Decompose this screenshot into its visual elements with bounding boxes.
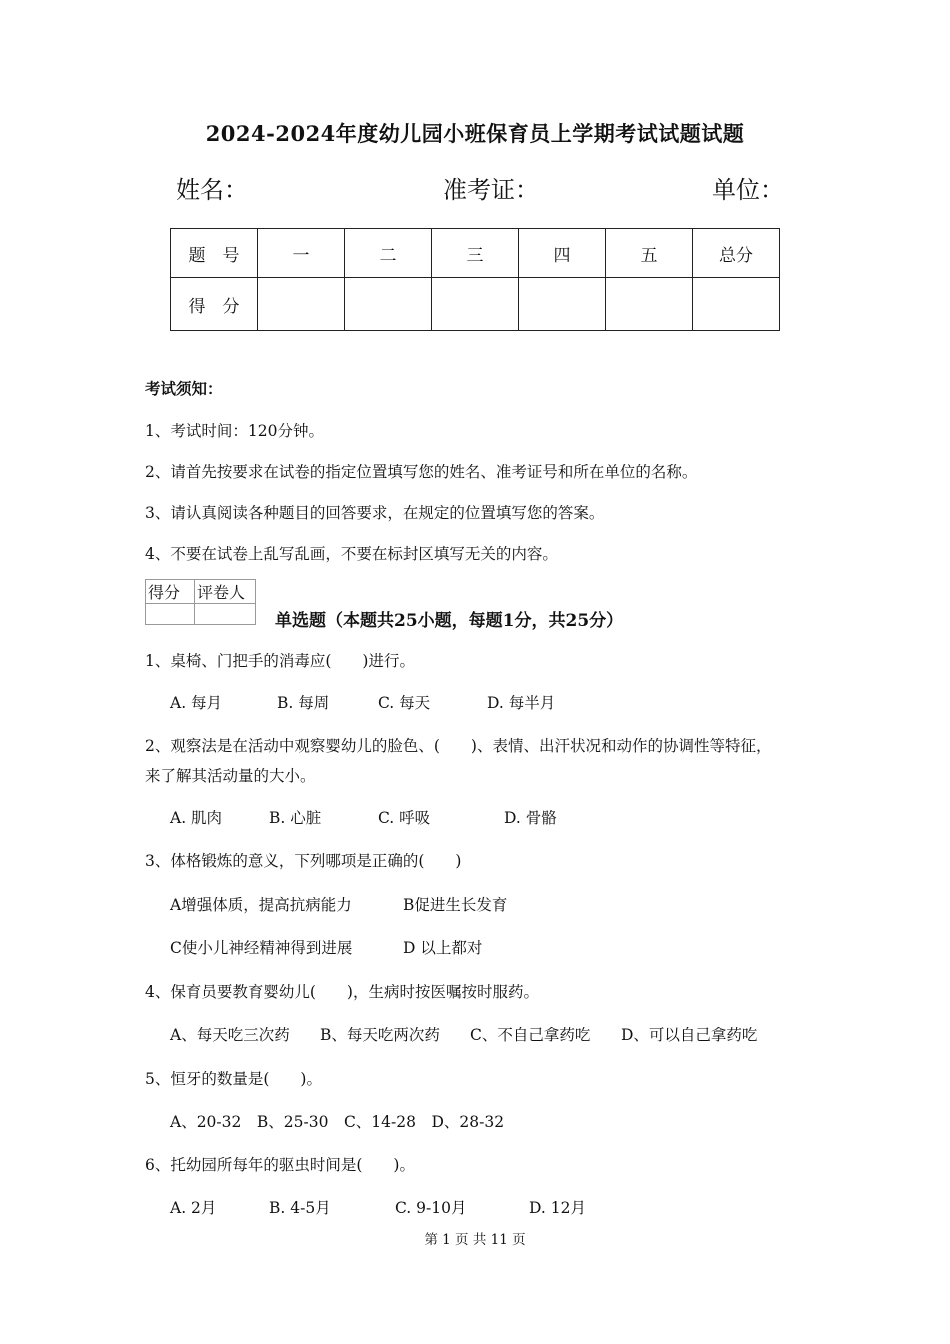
score-table-header-cell: 二 [345,229,432,278]
q6-option-a[interactable]: A. 2月 [170,1199,217,1217]
question-4: 4、保育员要教育婴幼儿( )，生病时按医嘱按时服药。 [145,983,539,1001]
notice-item: 4、不要在试卷上乱写乱画，不要在标封区填写无关的内容。 [145,545,558,563]
question-6: 6、托幼园所每年的驱虫时间是( )。 [145,1156,415,1174]
score-table-header-row [171,229,780,278]
question-3: 3、体格锻炼的意义，下列哪项是正确的( ) [145,852,462,870]
q3-option-d[interactable]: D 以上都对 [403,939,483,957]
q3-option-b[interactable]: B促进生长发育 [403,896,508,914]
q5-options[interactable]: A、20-32 B、25-30 C、14-28 D、28-32 [170,1113,505,1131]
score-cell[interactable] [519,278,606,331]
score-cell[interactable] [606,278,693,331]
q2-option-d[interactable]: D. 骨骼 [504,809,557,827]
notice-item: 3、请认真阅读各种题目的回答要求，在规定的位置填写您的答案。 [145,504,605,522]
q2-option-b[interactable]: B. 心脏 [269,809,322,827]
score-table-score-row [171,278,780,331]
score-table-header-cell: 一 [258,229,345,278]
section-title: 单选题（本题共25小题，每题1分，共25分） [275,611,624,631]
score-table-header-cell: 三 [432,229,519,278]
q6-option-c[interactable]: C. 9-10月 [395,1199,467,1217]
grader-box-grader-cell[interactable] [195,604,256,625]
question-2-line-2: 来了解其活动量的大小。 [145,767,316,785]
question-2-line-1: 2、观察法是在活动中观察婴幼儿的脸色、( )、表情、出汗状况和动作的协调性等特征， [145,737,772,755]
exam-id-label: 准考证： [443,176,539,204]
page-title: 2024-2024年度幼儿园小班保育员上学期考试试题试题 [205,121,745,146]
grader-box [145,579,256,625]
q6-option-d[interactable]: D. 12月 [529,1199,586,1217]
q1-option-d[interactable]: D. 每半月 [487,694,556,712]
score-cell[interactable] [432,278,519,331]
score-table-header-cell: 四 [519,229,606,278]
grader-box-score-cell[interactable] [146,604,195,625]
q6-option-b[interactable]: B. 4-5月 [269,1199,331,1217]
notice-item: 1、考试时间：120分钟。 [145,422,324,440]
q3-option-a[interactable]: A增强体质，提高抗病能力 [170,896,352,914]
score-table-header-cell: 题 号 [171,229,258,278]
question-1: 1、桌椅、门把手的消毒应( )进行。 [145,652,415,670]
score-cell[interactable] [258,278,345,331]
q4-option-d[interactable]: D、可以自己拿药吃 [621,1026,758,1044]
notice-item: 2、请首先按要求在试卷的指定位置填写您的姓名、准考证号和所在单位的名称。 [145,463,698,481]
q4-option-a[interactable]: A、每天吃三次药 [170,1026,290,1044]
score-row-label: 得 分 [171,278,258,331]
q4-option-c[interactable]: C、不自己拿药吃 [470,1026,591,1044]
q1-option-a[interactable]: A. 每月 [170,694,223,712]
name-label: 姓名： [176,176,248,204]
score-table-header-cell: 五 [606,229,693,278]
grader-box-score-label: 得分 [146,580,195,604]
question-5: 5、恒牙的数量是( )。 [145,1070,322,1088]
grader-box-grader-label: 评卷人 [195,580,256,604]
score-cell[interactable] [693,278,780,331]
notice-heading: 考试须知： [145,379,223,398]
score-table-header-cell: 总分 [693,229,780,278]
q2-option-a[interactable]: A. 肌肉 [170,809,223,827]
score-cell[interactable] [345,278,432,331]
score-table [170,228,780,331]
page-footer: 第 1 页 共 11 页 [424,1232,526,1248]
q1-option-c[interactable]: C. 每天 [378,694,431,712]
q4-option-b[interactable]: B、每天吃两次药 [320,1026,440,1044]
q2-option-c[interactable]: C. 呼吸 [378,809,431,827]
q3-option-c[interactable]: C使小儿神经精神得到进展 [170,939,353,957]
unit-label: 单位： [712,176,784,204]
q1-option-b[interactable]: B. 每周 [277,694,330,712]
